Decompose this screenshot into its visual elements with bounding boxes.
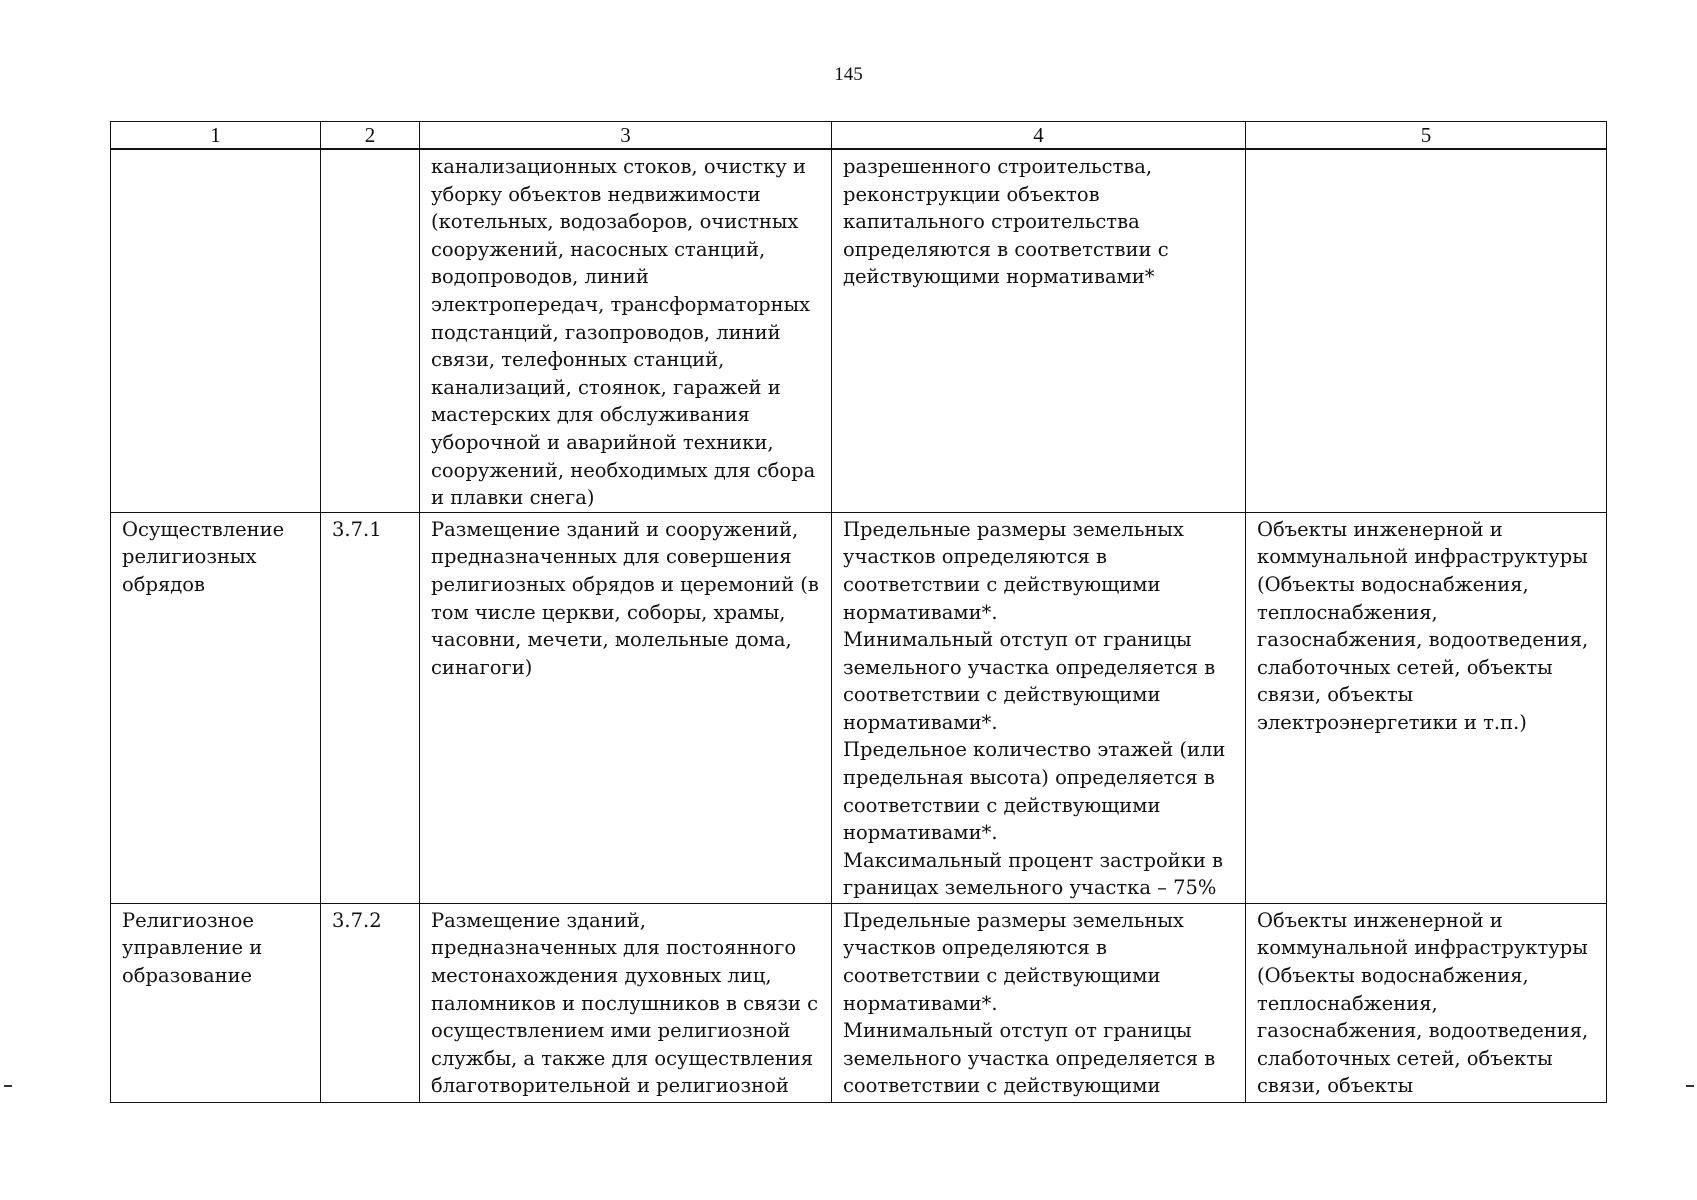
page-number: 145	[834, 64, 863, 85]
use-code-cell	[321, 149, 420, 512]
column-header-2: 2	[321, 122, 420, 150]
use-description: канализационных стоков, очистку и уборку объектов недвижимости (котельных, водозаборов, очистных сооружений, насосных станций, водопроводов, линий электропередач, трансформаторных подстанций, газопроводов, линий связи, телефонных станций, канализаций, стоянок, гаражей и мастерских для обслуживания уборочной и аварийной техники, сооружений, необходимых для сбора и плавки снега)	[431, 155, 816, 510]
use-name-cell	[111, 512, 321, 903]
use-code: 3.7.1	[332, 517, 382, 541]
table-row	[111, 149, 1607, 512]
use-code-cell	[321, 512, 420, 903]
column-header-4: 4	[832, 122, 1246, 150]
use-code-cell	[321, 903, 420, 1102]
use-code: 3.7.2	[332, 908, 382, 932]
use-parameters-cell	[832, 903, 1246, 1102]
use-parameters-cell	[832, 512, 1246, 903]
table-row	[111, 512, 1607, 903]
use-name: Религиозное управление и образование	[122, 908, 263, 987]
auxiliary-uses-cell	[1246, 903, 1607, 1102]
auxiliary-uses-cell	[1246, 512, 1607, 903]
right-margin-mark	[1686, 1085, 1694, 1087]
use-parameters-cell	[832, 149, 1246, 512]
table-row	[111, 903, 1607, 1102]
use-description: Размещение зданий, предназначенных для постоянного местонахождения духовных лиц, паломников и послушников в связи с осуществлением ими религиозной службы, а также для осуществления благотворительной и религиозной	[431, 908, 819, 1098]
table-header-row	[111, 122, 1607, 150]
column-header-1: 1	[111, 122, 321, 150]
use-name: Осуществление религиозных обрядов	[122, 517, 285, 596]
auxiliary-uses: Объекты инженерной и коммунальной инфраструктуры (Объекты водоснабжения, теплоснабжения, газоснабжения, водоотведения, слаботочных сетей, объекты связи, объекты электроэнергетики и т.п.)	[1257, 517, 1589, 734]
use-description-cell	[420, 512, 832, 903]
use-parameters: разрешенного строительства, реконструкции объектов капитального строительства определяются в соответствии с действующими нормативами*	[843, 155, 1169, 289]
auxiliary-uses: Объекты инженерной и коммунальной инфраструктуры (Объекты водоснабжения, теплоснабжения, газоснабжения, водоотведения, слаботочных сетей, объекты связи, объекты	[1257, 908, 1589, 1098]
use-name-cell	[111, 149, 321, 512]
use-description-cell	[420, 903, 832, 1102]
land-use-regulations-table	[110, 121, 1607, 1103]
left-margin-mark	[4, 1085, 12, 1087]
use-description: Размещение зданий и сооружений, предназначенных для совершения религиозных обрядов и церемоний (в том числе церкви, соборы, храмы, часовни, мечети, молельные дома, синагоги)	[431, 517, 819, 679]
use-name-cell	[111, 903, 321, 1102]
auxiliary-uses-cell	[1246, 149, 1607, 512]
use-parameters: Предельные размеры земельных участков определяются в соответствии с действующими нормативами*. Минимальный отступ от границы земельного участка определяется в соответствии с действующими	[843, 908, 1216, 1098]
use-parameters: Предельные размеры земельных участков определяются в соответствии с действующими нормативами*. Минимальный отступ от границы земельного участка определяется в соответствии с действующими нормативами*. Предельное количество этажей (или предельная высота) определяется в соответствии с действующими нормативами*. Максимальный процент застройки в границах земельного участка – 75%	[843, 517, 1226, 900]
use-description-cell	[420, 149, 832, 512]
column-header-3: 3	[420, 122, 832, 150]
column-header-5: 5	[1246, 122, 1607, 150]
